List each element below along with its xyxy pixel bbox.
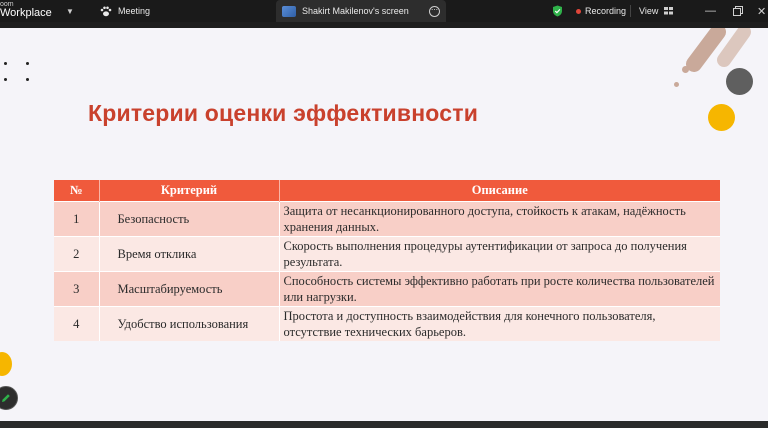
decorative-dot-tan [682,66,689,73]
column-header-criterion: Критерий [99,180,279,202]
brand-name: Workplace [0,7,52,19]
row-description: Простота и доступность взаимодействия для конечного пользователя, отсутствие технических барьеров. [279,307,720,342]
slide-title: Критерии оценки эффективности [88,100,479,126]
bottom-toolbar-strip [0,421,768,428]
screen-share-tab[interactable] [276,0,446,22]
shared-slide [0,28,768,421]
dot [4,78,7,81]
row-criterion: Удобство использования [99,307,279,342]
row-description: Скорость выполнения процедуры аутентификации от запроса до получения результата. [279,237,720,272]
row-criterion: Масштабируемость [99,272,279,307]
divider [630,5,631,17]
dot [26,78,29,81]
meeting-tab[interactable] [100,0,150,22]
view-label: View [639,6,659,16]
view-menu[interactable] [639,0,673,22]
restore-icon[interactable] [733,0,743,22]
row-number: 1 [54,202,99,237]
decorative-dot-tan-small [674,82,679,87]
recording-dot-icon [576,9,581,14]
row-criterion: Время отклика [99,237,279,272]
column-header-description: Описание [279,180,720,202]
screen-share-label: Shakirt Makilenov's screen [302,6,409,16]
row-number: 4 [54,307,99,342]
table-row [54,307,720,342]
decorative-circle-gray [726,68,753,95]
minimize-icon[interactable]: — [705,5,716,17]
column-header-number: № [54,180,99,202]
paw-icon [100,6,112,17]
dot [4,62,7,65]
view-grid-icon [664,7,673,15]
row-criterion: Безопасность [99,202,279,237]
screen-thumbnail-icon [282,6,296,17]
decorative-circle-yellow [708,104,735,131]
recording-label: Recording [585,6,627,16]
shield-check-icon[interactable] [552,0,563,22]
zoom-top-bar [0,0,768,22]
row-description: Способность системы эффективно работать при росте количества пользователей или нагрузки. [279,272,720,307]
close-icon[interactable]: ✕ [757,5,767,18]
table-row [54,237,720,272]
table-row [54,272,720,307]
criteria-table [54,180,720,341]
table-row [54,202,720,237]
row-number: 3 [54,272,99,307]
table-header-row [54,180,720,202]
brand-top-text: oom [0,1,14,8]
row-number: 2 [54,237,99,272]
decorative-capsules [680,28,760,76]
recording-indicator[interactable] [576,0,626,22]
dot [26,62,29,65]
chevron-down-icon[interactable]: ▼ [66,6,74,16]
row-description: Защита от несанкционированного доступа, стойкость к атакам, надёжность хранения данных. [279,202,720,237]
more-options-icon[interactable]: ⋯ [429,6,440,17]
app-brand [0,0,52,20]
meeting-tab-label: Meeting [118,6,151,16]
